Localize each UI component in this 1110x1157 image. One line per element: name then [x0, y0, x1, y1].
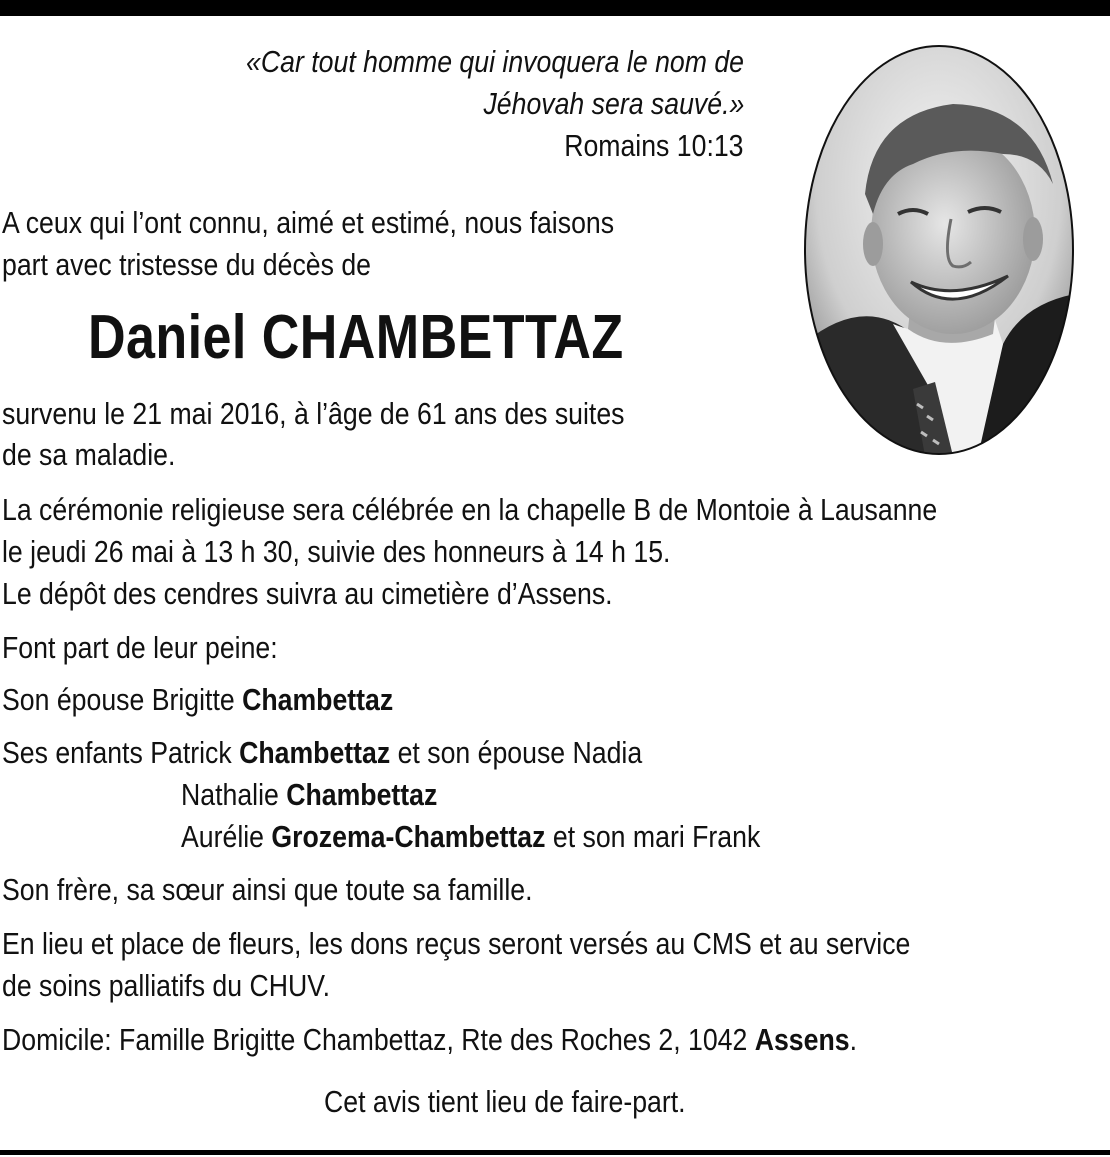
children-line-3: [181, 819, 760, 855]
portrait-photo: [803, 44, 1075, 456]
ceremony-line-2: le jeudi 26 mai à 13 h 30, suivie des honneurs à 14 h 15.: [2, 534, 671, 569]
children-prefix: Ses enfants Patrick: [2, 735, 240, 770]
deceased-name: Daniel CHAMBETTAZ: [88, 303, 624, 372]
domicile-suffix: .: [849, 1022, 858, 1057]
children-line-2: [181, 777, 437, 813]
death-info-line-1: survenu le 21 mai 2016, à l’âge de 61 ans des suites: [2, 396, 625, 431]
epigraph-reference: Romains 10:13: [564, 128, 744, 163]
bottom-rule: [0, 1150, 1110, 1155]
closing-line: Cet avis tient lieu de faire-part.: [324, 1084, 686, 1119]
child2-surname: Chambettaz: [286, 777, 438, 812]
epigraph-line-2: Jéhovah sera sauvé.»: [483, 86, 744, 121]
spouse-line: [2, 682, 393, 718]
epigraph-line-1: «Car tout homme qui invoquera le nom de: [246, 44, 744, 79]
child3-surname: Grozema-Chambettaz: [271, 819, 546, 854]
ceremony-line-3: Le dépôt des cendres suivra au cimetière d’Assens.: [2, 576, 613, 611]
domicile-town: Assens: [754, 1022, 850, 1057]
siblings-line: Son frère, sa sœur ainsi que toute sa famille.: [2, 872, 533, 907]
child1-suffix: et son épouse Nadia: [390, 735, 643, 770]
ceremony-line-1: La cérémonie religieuse sera célébrée en la chapelle B de Montoie à Lausanne: [2, 492, 938, 527]
death-info-line-2: de sa maladie.: [2, 437, 176, 472]
child1-surname: Chambettaz: [239, 735, 391, 770]
domicile-line: [2, 1022, 857, 1058]
domicile-prefix: Domicile: Famille Brigitte Chambettaz, Rte des Roches 2, 1042: [2, 1022, 755, 1057]
child3-first: Aurélie: [181, 819, 272, 854]
spouse-prefix: Son épouse Brigitte: [2, 682, 243, 717]
child2-first: Nathalie: [181, 777, 287, 812]
mourners-heading: Font part de leur peine:: [2, 630, 278, 665]
intro-line-2: part avec tristesse du décès de: [2, 247, 372, 282]
children-line-1: [2, 735, 642, 771]
child3-suffix: et son mari Frank: [545, 819, 761, 854]
donations-line-2: de soins palliatifs du CHUV.: [2, 968, 330, 1003]
top-rule: [0, 0, 1110, 16]
donations-line-1: En lieu et place de fleurs, les dons reçus seront versés au CMS et au service: [2, 926, 911, 961]
intro-line-1: A ceux qui l’ont connu, aimé et estimé, nous faisons: [2, 205, 615, 240]
spouse-surname: Chambettaz: [242, 682, 394, 717]
